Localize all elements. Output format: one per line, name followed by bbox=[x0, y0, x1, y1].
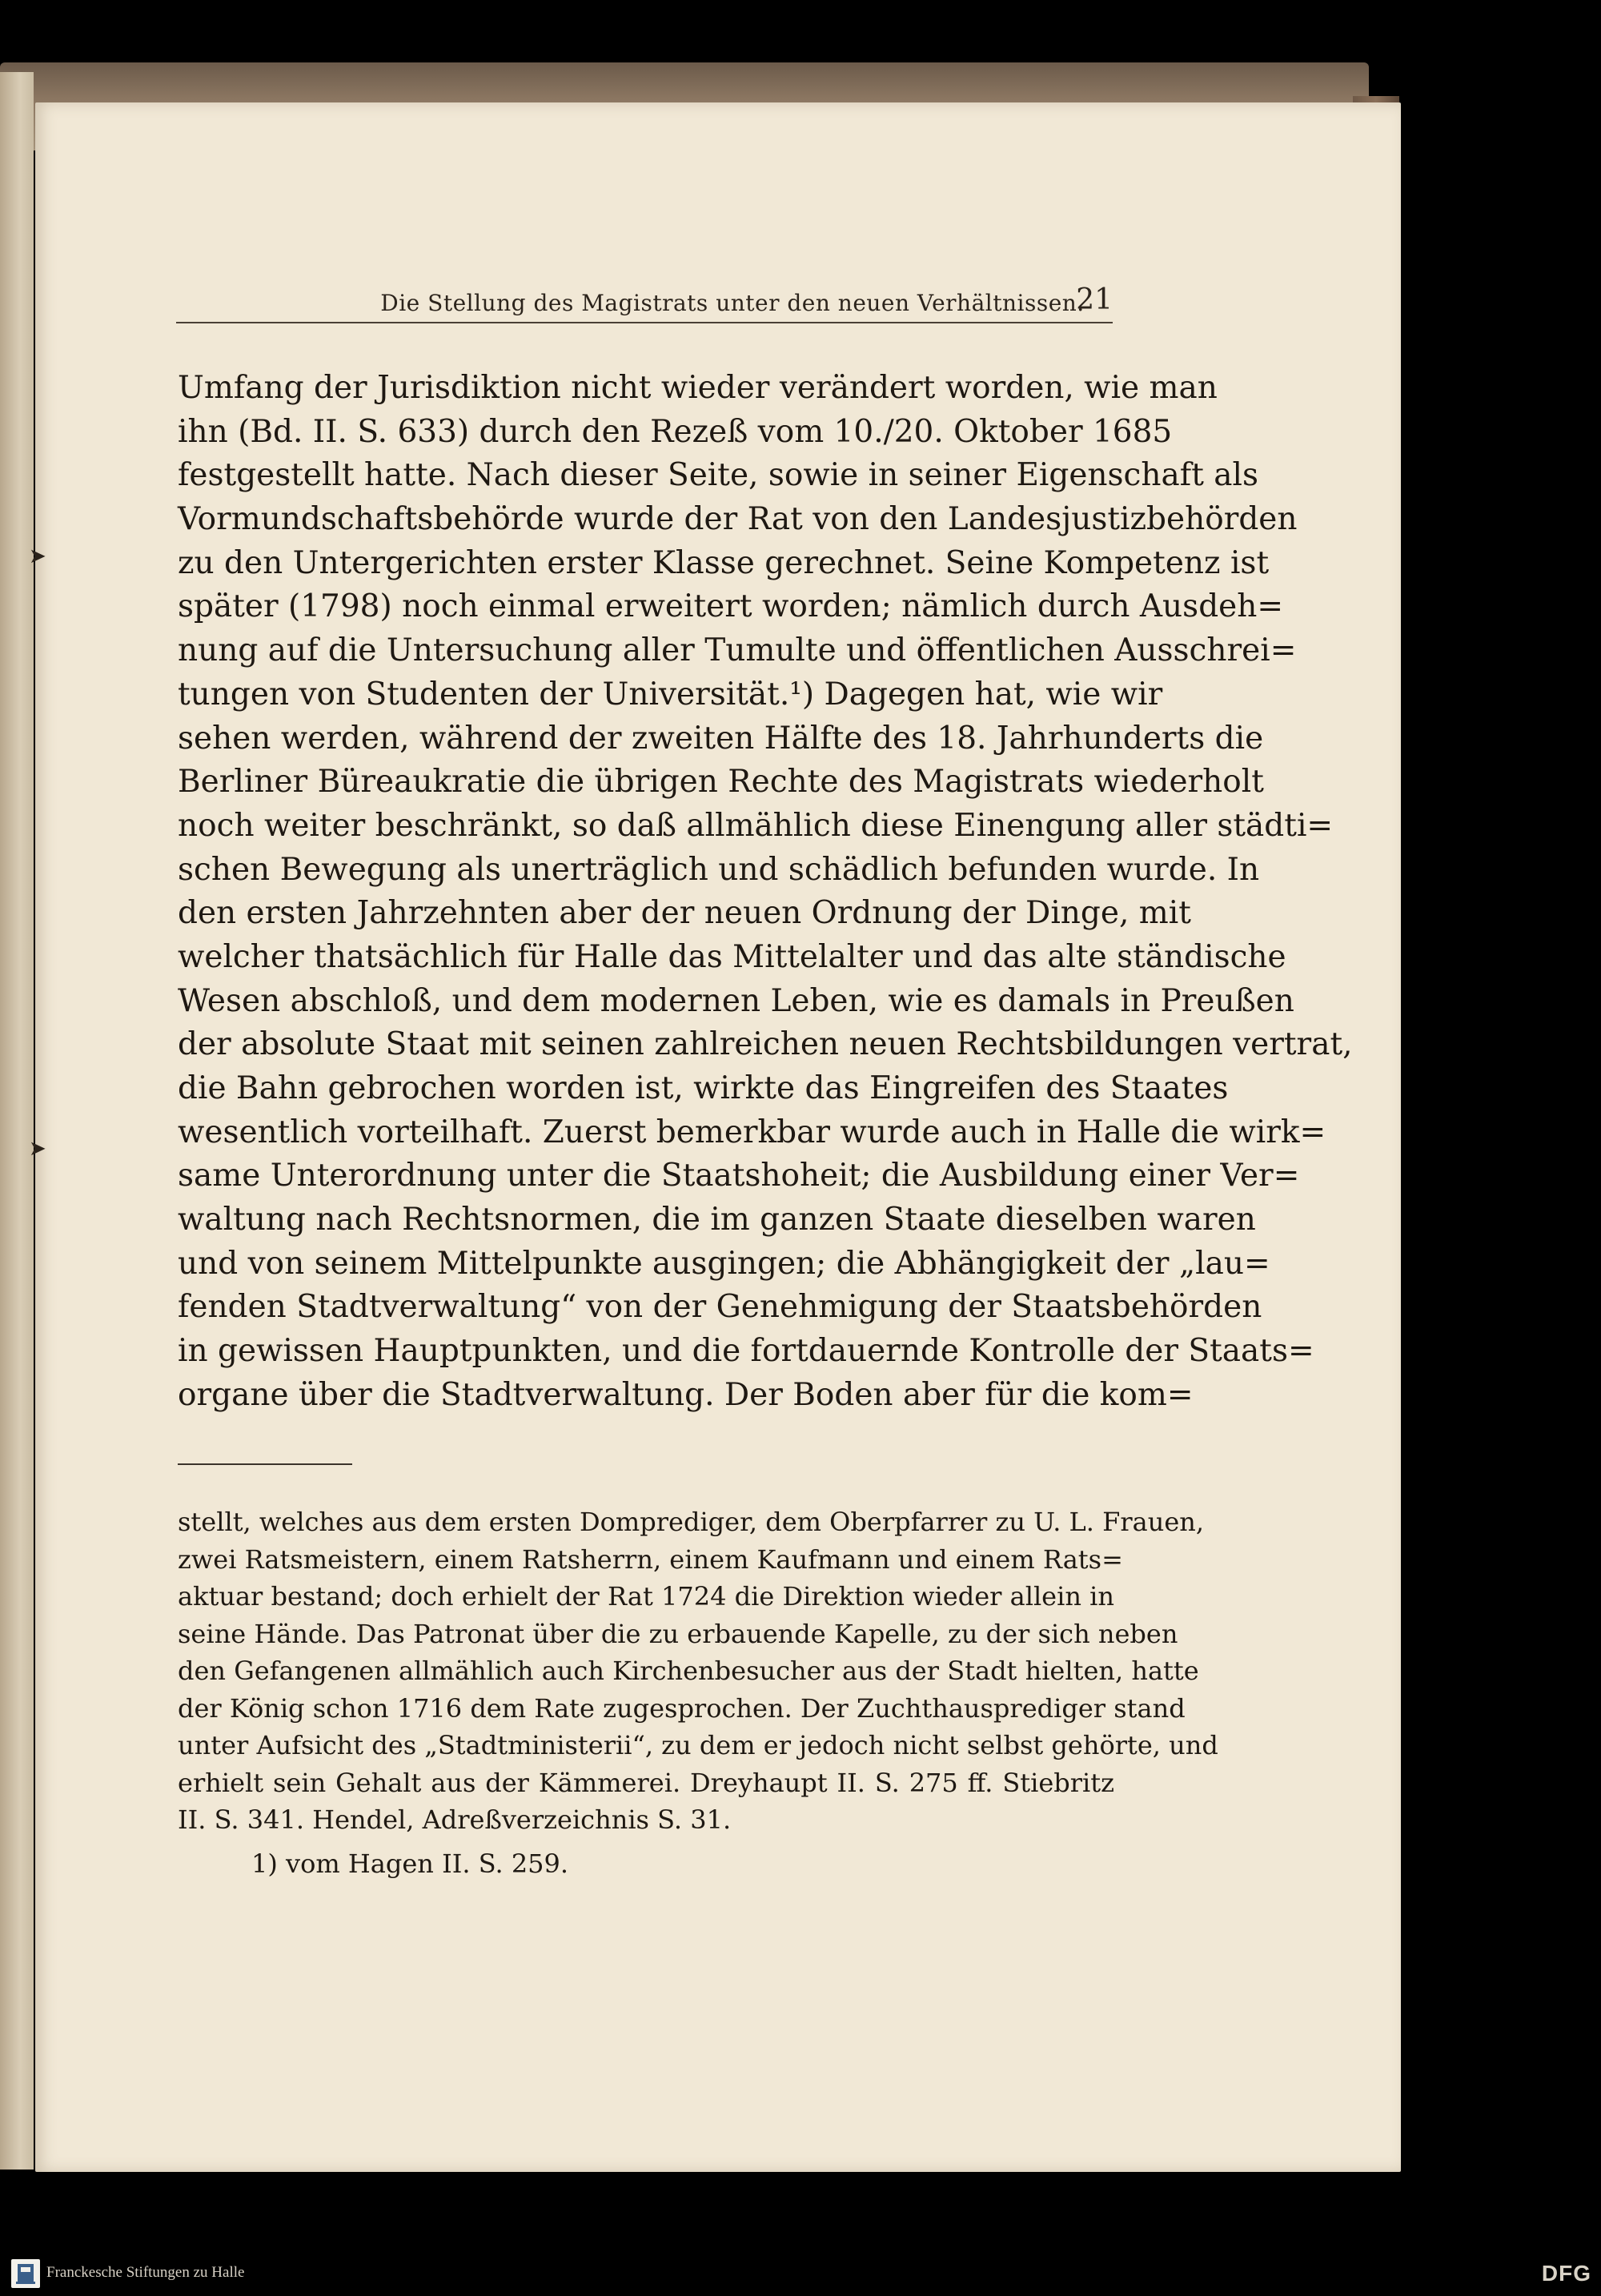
page-number: 21 bbox=[1076, 283, 1113, 316]
body-line: zu den Untergerichten erster Klasse gerechnet. Seine Kompetenz ist bbox=[178, 544, 1270, 581]
body-line: Wesen abschloß, und dem modernen Leben, wie es damals in Preußen bbox=[178, 982, 1294, 1019]
footnote-1: 1) vom Hagen II. S. 259. bbox=[251, 1848, 569, 1879]
body-line: ihn (Bd. II. S. 633) durch den Rezeß vom 10./20. Oktober 1685 bbox=[178, 413, 1173, 450]
running-head bbox=[176, 283, 1113, 323]
body-line: nung auf die Untersuchung aller Tumulte und öffentlichen Ausschrei= bbox=[178, 632, 1297, 669]
footnote-line: stellt, welches aus dem ersten Domprediger, dem Oberpfarrer zu U. L. Frauen, bbox=[178, 1507, 1205, 1537]
body-line: später (1798) noch einmal erweitert worden; nämlich durch Ausdeh= bbox=[178, 588, 1284, 625]
footnote-line: zwei Ratsmeistern, einem Ratsherrn, einem Kaufmann und einem Rats= bbox=[178, 1543, 1123, 1575]
body-line: Berliner Büreaukratie die übrigen Rechte des Magistrats wiederholt bbox=[178, 764, 1264, 801]
footnote-rule bbox=[178, 1463, 352, 1465]
book-left-page-edge bbox=[0, 72, 34, 2170]
body-line: festgestellt hatte. Nach dieser Seite, sowie in seiner Eigenschaft als bbox=[178, 457, 1259, 494]
body-line: Umfang der Jurisdiktion nicht wieder verändert worden, wie man bbox=[178, 370, 1218, 406]
body-line: waltung nach Rechtsnormen, die im ganzen Staate dieselben waren bbox=[178, 1202, 1256, 1238]
body-line: noch weiter beschränkt, so daß allmählich diese Einengung aller städti= bbox=[178, 807, 1334, 844]
footnote-line: seine Hände. Das Patronat über die zu erbauende Kapelle, zu der sich neben bbox=[178, 1618, 1178, 1649]
body-line: same Unterordnung unter die Staatshoheit; die Ausbildung einer Ver= bbox=[178, 1158, 1300, 1194]
body-line: fenden Stadtverwaltung“ von der Genehmigung der Staatsbehörden bbox=[178, 1289, 1262, 1326]
body-line: organe über die Stadtverwaltung. Der Boden aber für die kom= bbox=[178, 1376, 1194, 1413]
body-line: in gewissen Hauptpunkten, und die fortdauernde Kontrolle der Staats= bbox=[178, 1333, 1314, 1370]
body-line: tungen von Studenten der Universität.¹) Dagegen hat, wie wir bbox=[178, 676, 1163, 712]
running-title: Die Stellung des Magistrats unter den neuen Verhältnissen. bbox=[380, 290, 1085, 316]
dfg-logo: DFG bbox=[1541, 2261, 1591, 2286]
institution-name: Franckesche Stiftungen zu Halle bbox=[46, 2264, 245, 2281]
body-line: sehen werden, während der zweiten Hälfte des 18. Jahrhunderts die bbox=[178, 720, 1264, 757]
footnote-line: erhielt sein Gehalt aus der Kämmerei. Dreyhaupt II. S. 275 ff. Stiebritz bbox=[178, 1767, 1114, 1798]
footnote-line: den Gefangenen allmählich auch Kirchenbesucher aus der Stadt hielten, hatte bbox=[178, 1656, 1199, 1686]
body-line: wesentlich vorteilhaft. Zuerst bemerkbar wurde auch in Halle die wirk= bbox=[178, 1114, 1326, 1150]
footnote-line: II. S. 341. Hendel, Adreßverzeichnis S. 31. bbox=[178, 1804, 732, 1835]
body-line: den ersten Jahrzehnten aber der neuen Ordnung der Dinge, mit bbox=[178, 895, 1191, 932]
footnote-line: der König schon 1716 dem Rate zugesprochen. Der Zuchthausprediger stand bbox=[178, 1692, 1186, 1724]
body-line: welcher thatsächlich für Halle das Mittelalter und das alte ständische bbox=[178, 938, 1286, 975]
margin-mark: ➤ bbox=[29, 1137, 46, 1161]
margin-mark: ➤ bbox=[29, 544, 46, 568]
body-text bbox=[178, 367, 1353, 1418]
body-line: der absolute Staat mit seinen zahlreichen neuen Rechtsbildungen vertrat, bbox=[178, 1026, 1353, 1063]
footnote-line: unter Aufsicht des „Stadtministerii“, zu dem er jedoch nicht selbst gehörte, und bbox=[178, 1730, 1218, 1760]
body-line: die Bahn gebrochen worden ist, wirkte das Eingreifen des Staates bbox=[178, 1070, 1229, 1106]
body-line: und von seinem Mittelpunkte ausgingen; die Abhängigkeit der „lau= bbox=[178, 1245, 1270, 1282]
institution-logo-icon bbox=[11, 2259, 40, 2288]
body-line: schen Bewegung als unerträglich und schädlich befunden wurde. In bbox=[178, 851, 1260, 888]
body-line: Vormundschaftsbehörde wurde der Rat von den Landesjustizbehörden bbox=[178, 501, 1298, 538]
footnote-line: aktuar bestand; doch erhielt der Rat 1724 die Direktion wieder allein in bbox=[178, 1581, 1114, 1612]
footnotes bbox=[178, 1503, 1218, 1882]
